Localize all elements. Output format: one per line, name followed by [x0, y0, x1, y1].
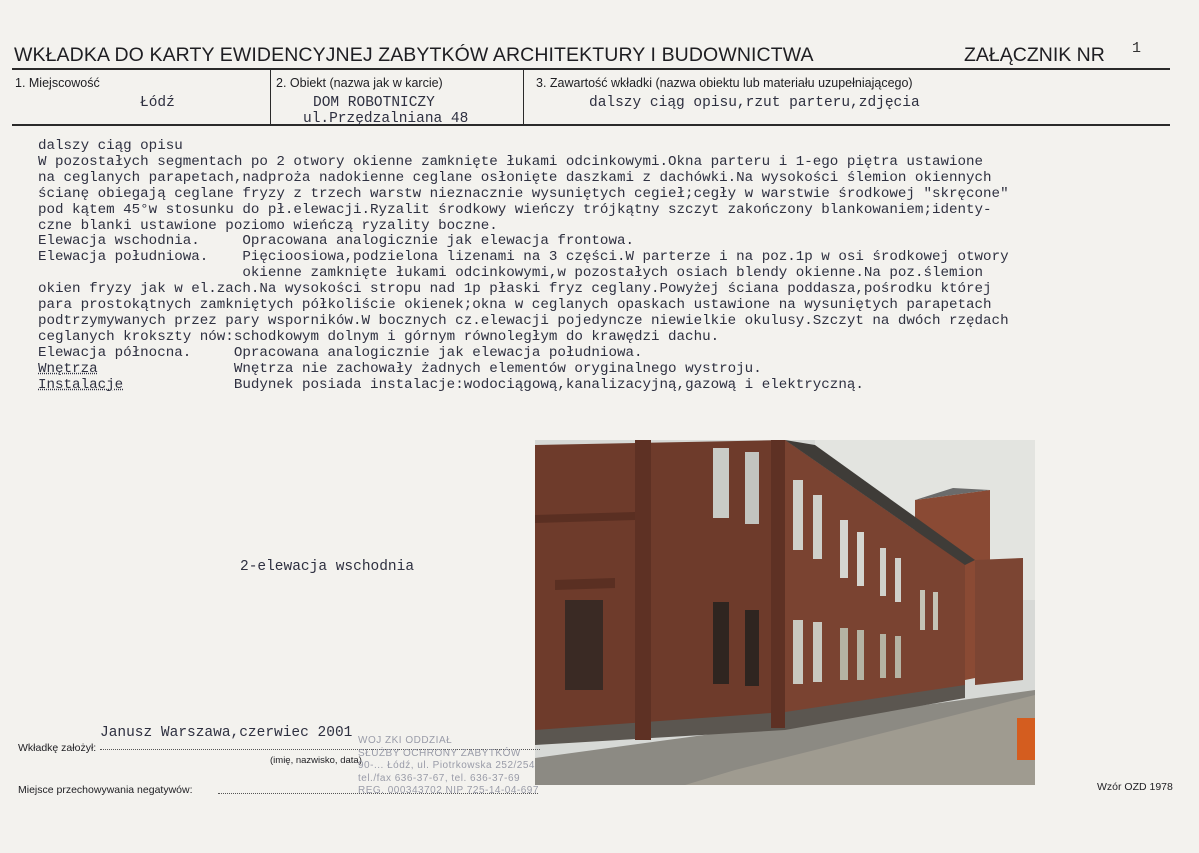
- office-stamp: WOJ ZKI ODDZIAŁ SŁUŻBY OCHRONY ZABYTKÓW 90-... Łódź, ul. Piotrkowska 252/254 tel./fax 636-37-67, tel. 636-37-69 REG. 000343702 NIP 725-14-04-697: [358, 735, 539, 796]
- locality-value: Łódź: [140, 95, 175, 111]
- card-title: WKŁADKA DO KARTY EWIDENCYJNEJ ZABYTKÓW ARCHITEKTURY I BUDOWNICTWA: [14, 44, 814, 66]
- desc-line: okienne zamknięte łukami odcinkowymi,w pozostałych osiach blendy okienne.Na poz.ślemion: [242, 265, 984, 282]
- desc-heading-north: Elewacja północna.: [38, 344, 192, 361]
- desc-line: czne blanki ustawione poziomo wieńczą ryzality boczne.: [38, 217, 498, 234]
- desc-line: para prostokątnych zamkniętych półkoliście okienek;okna w ceglanych opaskach ustawione na wysuniętych parapetach: [38, 297, 992, 314]
- object-label: 2. Obiekt (nazwa jak w karcie): [276, 76, 443, 90]
- negatives-label: Miejsce przechowywania negatywów:: [18, 784, 193, 796]
- desc-line: W pozostałych segmentach po 2 otwory okienne zamknięte łukami odcinkowymi.Okna parteru i 1-ego piętra ustawione: [38, 153, 984, 170]
- object-value-line1: DOM ROBOTNICZY: [313, 95, 435, 111]
- desc-heading-installations: Instalacje: [38, 376, 124, 393]
- object-value-line2: ul.Przędzalniana 48: [303, 111, 469, 127]
- author-value: Janusz Warszawa,czerwiec 2001: [100, 725, 353, 741]
- author-hint: (imię, nazwisko, data): [270, 755, 362, 766]
- form-label: Wzór OZD 1978: [1097, 781, 1173, 793]
- desc-line: Opracowana analogicznie jak elewacja południowa.: [233, 344, 643, 361]
- field-divider-1: [270, 70, 271, 125]
- photo-caption: 2-elewacja wschodnia: [240, 559, 415, 575]
- desc-heading-east: Elewacja wschodnia.: [38, 233, 200, 250]
- annex-label: ZAŁĄCZNIK NR: [964, 44, 1105, 66]
- field-divider-2: [523, 70, 524, 125]
- contents-label: 3. Zawartość wkładki (nazwa obiektu lub materiału uzupełniającego): [536, 76, 913, 90]
- building-photo: [535, 440, 1035, 785]
- desc-heading-south: Elewacja południowa.: [38, 249, 209, 266]
- desc-line: Wnętrza nie zachowały żadnych elementów oryginalnego wystroju.: [233, 360, 762, 377]
- building-photo-drawing: [535, 440, 1035, 785]
- desc-line: dalszy ciąg opisu: [38, 138, 183, 154]
- desc-line: okien fryzy jak w el.zach.Na wysokości stropu nad 1p płaski fryz ceglany.Powyżej ściana poddasza,pośrodku której: [38, 281, 992, 298]
- desc-line: Opracowana analogicznie jak elewacja frontowa.: [242, 233, 634, 250]
- desc-line: Budynek posiada instalacje:wodociągową,kanalizacyjną,gazową i elektryczną.: [233, 376, 864, 393]
- desc-heading-interiors: Wnętrza: [38, 360, 98, 377]
- header-bottom-rule: [12, 124, 1170, 126]
- desc-line: Pięcioosiowa,podzielona lizenami na 3 części.W parterze i na poz.1p w osi środkowej otwory: [242, 249, 1009, 266]
- contents-value: dalszy ciąg opisu,rzut parteru,zdjęcia: [589, 95, 920, 111]
- desc-line: pod kątem 45°w stosunku do pł.elewacji.Ryzalit środkowy wieńczy trójkątny szczyt zakończony blankowaniem;identy-: [38, 201, 992, 218]
- desc-line: podtrzymywanych przez pary wsporników.W bocznych cz.elewacji pojedyncze niewielkie okulusy.Szczyt na dwóch rzędach: [38, 312, 1009, 329]
- locality-label: 1. Miejscowość: [15, 76, 100, 90]
- author-label: Wkładkę założył:: [18, 742, 97, 754]
- description-text: [38, 139, 1009, 394]
- header-top-rule: [12, 68, 1170, 70]
- desc-line: na ceglanych parapetach,nadproża nadokienne ceglane osłonięte daszkami z dachówki.Na wysokości ślemion okiennych: [38, 169, 992, 186]
- annex-number: 1: [1132, 40, 1142, 57]
- desc-line: ścianę obiegają ceglane fryzy z trzech warstw nieznacznie wysuniętych cegieł;cegły w warstwie środkowej "skręcone": [38, 185, 1009, 202]
- desc-line: ceglanych krokszty nów:schodkowym dolnym i górnym równoległym do krawędzi dachu.: [38, 328, 720, 345]
